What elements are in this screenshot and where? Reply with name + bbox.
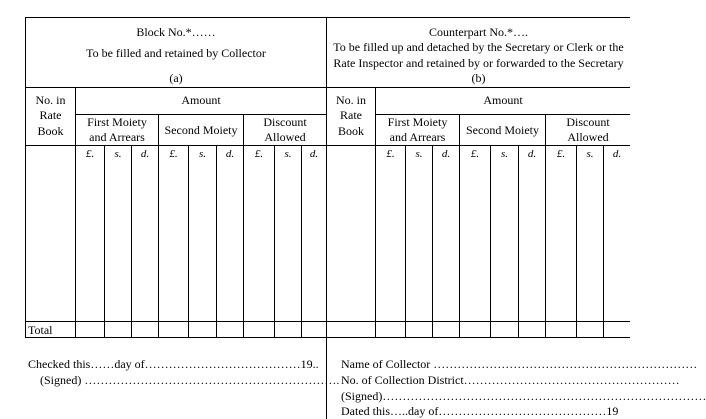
left-amount-heading: Amount bbox=[181, 93, 221, 107]
left-block-label: Block No.*…… bbox=[136, 25, 216, 39]
left-part-label: (a) bbox=[169, 71, 183, 85]
header-top-rule bbox=[25, 87, 630, 88]
right-fm-shillings: s. bbox=[415, 148, 423, 160]
right-sm-pounds: £. bbox=[470, 148, 480, 160]
right-sub-col-5 bbox=[576, 145, 577, 337]
left-fm-pence: d. bbox=[140, 148, 150, 160]
left-da-pence: d. bbox=[309, 148, 319, 160]
left-rate-book-line3: Book bbox=[37, 124, 64, 138]
right-first-moiety-line1: First Moiety bbox=[387, 115, 448, 129]
right-discount-line2: Allowed bbox=[567, 130, 609, 144]
left-checked-line: Checked this……day of…………………………………19.. bbox=[28, 357, 319, 371]
right-first-moiety-line2: and Arrears bbox=[389, 130, 446, 144]
right-fm-pounds: £. bbox=[386, 148, 395, 160]
total-row-top-rule bbox=[25, 321, 630, 322]
left-sm-shillings: s. bbox=[198, 148, 207, 160]
left-sub-col-2 bbox=[131, 145, 132, 337]
right-second-moiety: Second Moiety bbox=[466, 123, 539, 137]
total-row-bottom-rule bbox=[25, 337, 630, 338]
left-sm-pounds: £. bbox=[169, 148, 178, 160]
right-instruction-line2: Rate Inspector and retained by or forwarded to the Secretary bbox=[333, 56, 624, 70]
right-da-pence: d. bbox=[612, 148, 622, 160]
left-first-moiety-line1: First Moiety bbox=[87, 115, 147, 129]
right-district-line: No. of Collection District……………………………………………… bbox=[341, 373, 680, 387]
left-discount-line2: Allowed bbox=[264, 130, 306, 144]
left-rate-book-line2: Rate bbox=[39, 108, 62, 122]
right-sub-col-3 bbox=[490, 145, 491, 337]
left-sm-pence: d. bbox=[225, 148, 235, 160]
right-part-label: (b) bbox=[471, 71, 486, 85]
right-signed-line: (Signed)……………………………………………………………………… bbox=[341, 389, 706, 403]
right-sm-pence: d. bbox=[527, 148, 537, 160]
left-discount-line1: Discount bbox=[263, 115, 307, 129]
left-fm-pounds: £. bbox=[85, 148, 95, 160]
right-sub-col-1 bbox=[405, 145, 406, 337]
right-da-pounds: £. bbox=[556, 148, 566, 160]
left-sub-col-1 bbox=[104, 145, 105, 337]
right-discount-line1: Discount bbox=[566, 115, 610, 129]
left-sub-col-5 bbox=[274, 145, 275, 337]
right-rate-book-line1: No. in bbox=[336, 93, 366, 107]
left-sub-col-6 bbox=[301, 145, 302, 337]
right-da-shillings: s. bbox=[586, 148, 594, 160]
header-bottom-rule bbox=[25, 145, 630, 146]
left-fm-shillings: s. bbox=[114, 148, 122, 160]
right-sub-col-2 bbox=[432, 145, 433, 337]
left-total-label: Total bbox=[28, 323, 53, 337]
left-sub-col-4 bbox=[216, 145, 217, 337]
left-border bbox=[25, 17, 26, 337]
left-signed-line: (Signed) ………………………………………………………. bbox=[40, 373, 340, 387]
left-da-shillings: s. bbox=[284, 148, 292, 160]
left-first-moiety-line2: and Arrears bbox=[89, 130, 145, 144]
left-second-moiety: Second Moiety bbox=[164, 123, 238, 137]
right-dated-line: Dated this…..day of……………………………………19 bbox=[341, 404, 619, 418]
left-da-pounds: £. bbox=[254, 148, 264, 160]
right-instruction-line1: To be filled up and detached by the Secretary or Clerk or the bbox=[333, 40, 624, 54]
right-amount-heading: Amount bbox=[483, 93, 523, 107]
right-fm-pence: d. bbox=[441, 148, 451, 160]
right-collector-line: Name of Collector ………………………………………………………… bbox=[341, 357, 698, 371]
left-instruction: To be filled and retained by Collector bbox=[86, 46, 266, 60]
right-rate-book-line2: Rate bbox=[340, 108, 362, 122]
right-rate-book-line3: Book bbox=[337, 124, 364, 138]
right-block-label: Counterpart No.*…. bbox=[429, 25, 528, 39]
right-sub-col-4 bbox=[518, 145, 519, 337]
right-sub-col-6 bbox=[603, 145, 604, 337]
left-sub-col-3 bbox=[188, 145, 189, 337]
right-sm-shillings: s. bbox=[500, 148, 509, 160]
top-border bbox=[25, 17, 630, 18]
left-rate-book-line1: No. in bbox=[35, 93, 66, 107]
